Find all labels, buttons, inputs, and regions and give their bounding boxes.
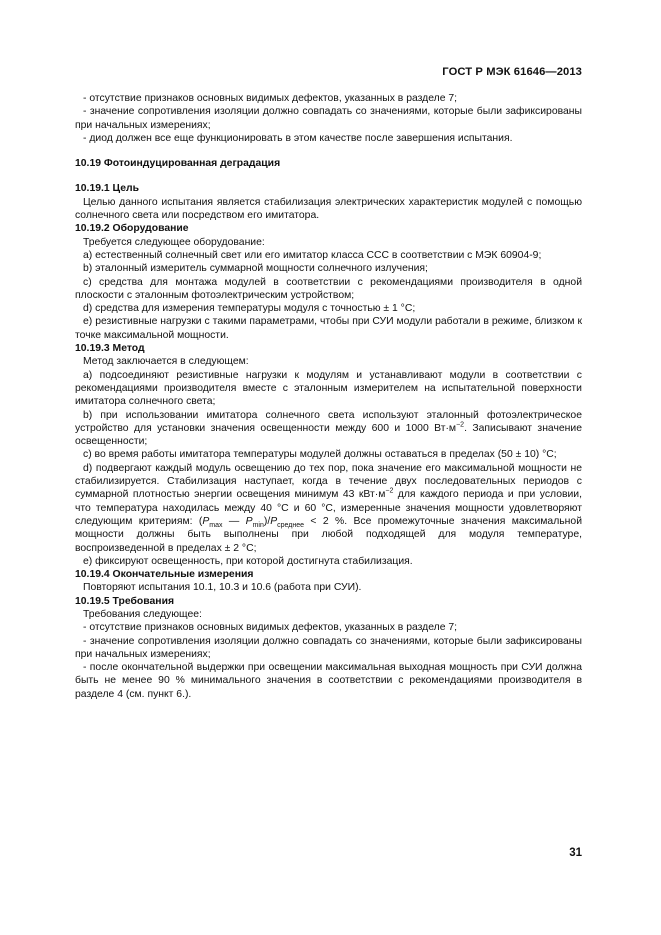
- equipment-item-c: c) средства для монтажа модулей в соответствии с рекомендациями производителя в одной плоскости с эталонным фотоэлектрическим устройством;: [75, 276, 582, 301]
- subsection-heading-requirements: 10.19.5 Требования: [75, 595, 175, 607]
- section-heading-10-19: 10.19 Фотоиндуцированная деградация: [75, 158, 281, 170]
- method-item-d: d) подвергают каждый модуль освещению до тех пор, пока значение его максимальной мощности не стабилизируется. Стабилизация наступает, когда в течение двух последовательных периодов с суммарной плотностью энергии освещения минимум 43 $кВт\cdot м^{-2}$ для каждого периода и при условии, что температура находилась между 40 °С и 60 °С, измеренные значения мощности удовлетворяют следующим критериям: ($P_{max}$ — $P_{min})/P_{среднее} < 2$ %. Все промежуточные значения максимальной мощности должны быть выполнены при любой подходящей для модуля температуре, воспроизведенной в пределах ± 2 °С;: [75, 462, 582, 554]
- final-measurements-paragraph: Повторяют испытания 10.1, 10.3 и 10.6 (работа при СУИ).: [83, 582, 362, 594]
- requirement-power: - после окончательной выдержки при освещении максимальная выходная мощность при СУИ должна быть не менее 90 % минимального значения в соответствии с рекомендациями производителя в разделе 4 (см. пункт 6.).: [75, 662, 582, 700]
- requirement-no-defects: - отсутствие признаков основных видимых дефектов, указанных в разделе 7;: [83, 622, 458, 634]
- method-intro: Метод заключается в следующем:: [83, 356, 249, 368]
- subsection-heading-final: 10.19.4 Окончательные измерения: [75, 569, 254, 581]
- standard-header: ГОСТ Р МЭК 61646—2013: [442, 66, 582, 78]
- requirements-intro: Требования следующее:: [83, 608, 202, 620]
- equipment-item-a: a) естественный солнечный свет или его имитатор класса ССС в соответствии с МЭК 60904-9;: [83, 249, 542, 261]
- method-item-a: a) подсоединяют резистивные нагрузки к модулям и устанавливают модули в соответствии с рекомендациями производителя вместе с эталонным измерителем на испытательной поверхности имитатора солнечного света;: [75, 369, 582, 408]
- equipment-item-b: b) эталонный измеритель суммарной мощности солнечного излучения;: [83, 263, 428, 275]
- equipment-item-d: d) средства для измерения температуры модуля с точностью ± 1 °С;: [83, 303, 416, 315]
- equipment-intro: Требуется следующее оборудование:: [83, 236, 265, 248]
- subsection-heading-goal: 10.19.1 Цель: [75, 183, 140, 195]
- subsection-heading-method: 10.19.3 Метод: [75, 343, 145, 355]
- method-item-c: c) во время работы имитатора температуры модулей должны оставаться в пределах (50 ± 10) °С;: [83, 449, 557, 461]
- page-number: 31: [569, 847, 582, 859]
- method-item-b: b) при использовании имитатора солнечного света используют эталонный фотоэлектрическое устройство для установки значения освещенности между 600 и 1000 $Вт\cdot м^{-2}$. Записывают значение освещенности;: [75, 409, 582, 448]
- requirement-insulation: - значение сопротивления изоляции должно совпадать со значениями, которые были зафиксированы при начальных измерениях;: [75, 635, 582, 660]
- bullet-insulation: - значение сопротивления изоляции должно совпадать со значениями, которые были зафиксированы при начальных измерениях;: [75, 106, 582, 131]
- bullet-diode: - диод должен все еще функционировать в этом качестве после завершения испытания.: [83, 132, 513, 144]
- method-item-e: e) фиксируют освещенность, при которой достигнута стабилизация.: [83, 555, 413, 567]
- bullet-no-defects: - отсутствие признаков основных видимых дефектов, указанных в разделе 7;: [83, 93, 458, 104]
- goal-paragraph: Целью данного испытания является стабилизация электрических характеристик модулей с помощью солнечного света или посредством его имитатора.: [75, 196, 582, 222]
- equipment-item-e: e) резистивные нагрузки с такими параметрами, чтобы при СУИ модули работали в режиме, близком к точке максимальной мощности.: [75, 316, 582, 341]
- page-content: [75, 92, 582, 701]
- subsection-heading-equipment: 10.19.2 Оборудование: [75, 223, 189, 235]
